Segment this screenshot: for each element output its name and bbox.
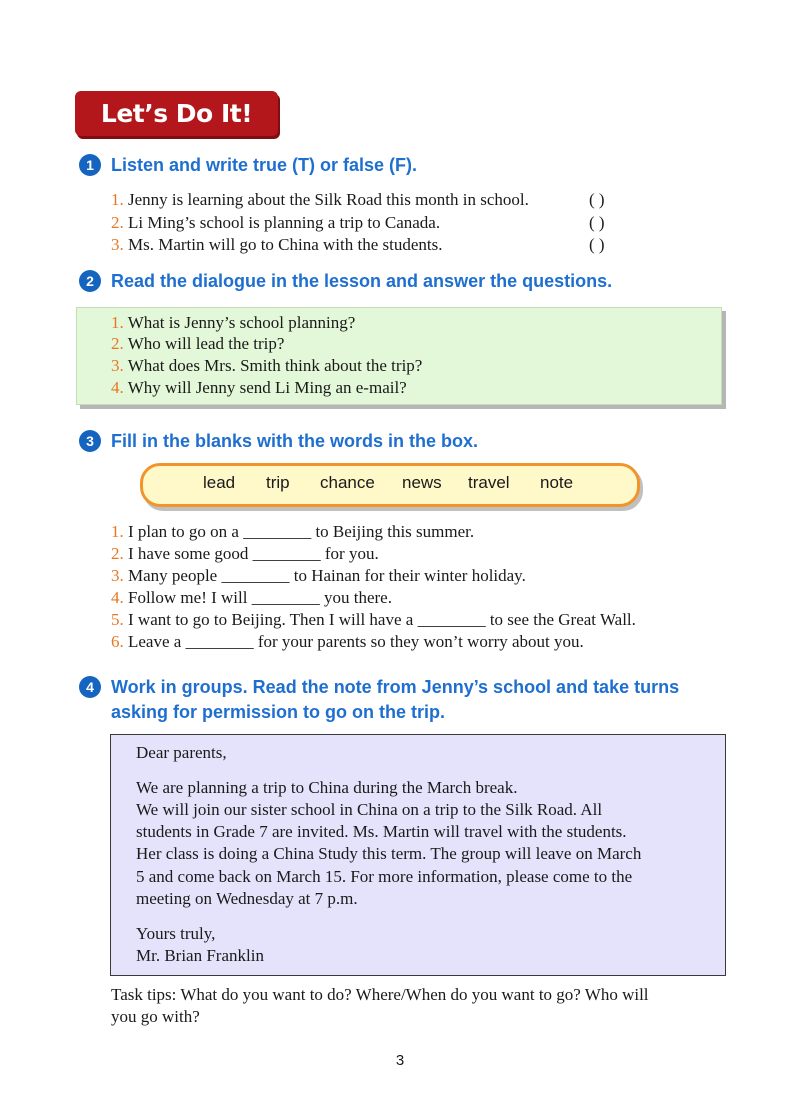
s1-item-2 (111, 212, 440, 234)
lets-do-it-banner: Let’s Do It! (75, 91, 278, 136)
section-2-number: 2 (79, 270, 101, 292)
note-signature: Mr. Brian Franklin (136, 946, 264, 965)
s1-item-2-text: Li Ming’s school is planning a trip to Canada. (128, 213, 441, 232)
note-body-line-3: students in Grade 7 are invited. Ms. Martin will travel with the students. (136, 822, 627, 841)
note-closing: Yours truly, (136, 924, 216, 943)
s3-item-6 (111, 631, 584, 653)
s3-item-5 (111, 609, 636, 631)
s1-answer-3[interactable]: ( ) (589, 235, 605, 254)
s3-item-5-text: I want to go to Beijing. Then I will have a ________ to see the Great Wall. (128, 610, 636, 629)
word-chance: chance (320, 473, 375, 492)
s3-item-3-text: Many people ________ to Hainan for their winter holiday. (128, 566, 526, 585)
note-body-line-6: meeting on Wednesday at 7 p.m. (136, 889, 358, 908)
note-body-line-4: Her class is doing a China Study this term. The group will leave on March (136, 844, 642, 863)
s3-item-4-num: 4. (111, 588, 124, 607)
s2-item-3-num: 3. (111, 356, 124, 375)
word-trip: trip (266, 473, 290, 492)
s2-item-4 (111, 377, 407, 399)
s2-item-2 (111, 333, 284, 355)
s2-item-2-num: 2. (111, 334, 124, 353)
section-1-title: Listen and write true (T) or false (F). (111, 155, 418, 175)
section-4-title-line-1: Work in groups. Read the note from Jenny’s school and take turns (111, 677, 680, 697)
section-1-number: 1 (79, 154, 101, 176)
s3-item-6-num: 6. (111, 632, 124, 651)
s2-item-4-text: Why will Jenny send Li Ming an e-mail? (127, 378, 407, 397)
word-news: news (402, 473, 442, 492)
note-greeting: Dear parents, (136, 743, 227, 762)
s3-item-1-text: I plan to go on a ________ to Beijing this summer. (128, 522, 475, 541)
word-note: note (540, 473, 574, 492)
s3-item-3-num: 3. (111, 566, 124, 585)
s1-item-1-text: Jenny is learning about the Silk Road this month in school. (128, 190, 529, 209)
s2-item-2-text: Who will lead the trip? (127, 334, 285, 353)
section-4-title-line-2: asking for permission to go on the trip. (111, 702, 446, 722)
s3-item-4-text: Follow me! I will ________ you there. (128, 588, 392, 607)
s1-answer-2[interactable]: ( ) (589, 213, 605, 232)
page-number: 3 (395, 1052, 405, 1069)
s1-item-2-num: 2. (111, 213, 124, 232)
s1-item-1 (111, 189, 529, 211)
s2-item-1 (111, 312, 355, 334)
s3-item-1 (111, 521, 474, 543)
s1-answer-1[interactable]: ( ) (589, 190, 605, 209)
s1-item-3-text: Ms. Martin will go to China with the students. (128, 235, 443, 254)
task-tips-line-2: you go with? (111, 1007, 200, 1026)
section-3-number: 3 (79, 430, 101, 452)
s1-item-3-num: 3. (111, 235, 124, 254)
s3-item-4 (111, 587, 392, 609)
s2-item-1-text: What is Jenny’s school planning? (127, 313, 356, 332)
s3-item-3 (111, 565, 526, 587)
section-4-number: 4 (79, 676, 101, 698)
section-2-title: Read the dialogue in the lesson and answer the questions. (111, 271, 613, 291)
word-travel: travel (468, 473, 510, 492)
s1-item-3 (111, 234, 443, 256)
s3-item-2-num: 2. (111, 544, 124, 563)
s1-item-1-num: 1. (111, 190, 124, 209)
section-3-title: Fill in the blanks with the words in the box. (111, 431, 479, 451)
s2-item-3-text: What does Mrs. Smith think about the trip? (127, 356, 423, 375)
s3-item-1-num: 1. (111, 522, 124, 541)
s2-item-1-num: 1. (111, 313, 124, 332)
word-lead: lead (203, 473, 236, 492)
s3-item-2-text: I have some good ________ for you. (128, 544, 379, 563)
s3-item-5-num: 5. (111, 610, 124, 629)
note-body-line-1: We are planning a trip to China during the March break. (136, 778, 518, 797)
note-body-line-2: We will join our sister school in China on a trip to the Silk Road. All (136, 800, 603, 819)
s3-item-2 (111, 543, 379, 565)
s2-item-3 (111, 355, 422, 377)
note-body-line-5: 5 and come back on March 15. For more information, please come to the (136, 867, 633, 886)
s3-item-6-text: Leave a ________ for your parents so they won’t worry about you. (128, 632, 584, 651)
s2-item-4-num: 4. (111, 378, 124, 397)
task-tips-line-1: Task tips: What do you want to do? Where/When do you want to go? Who will (111, 985, 649, 1004)
